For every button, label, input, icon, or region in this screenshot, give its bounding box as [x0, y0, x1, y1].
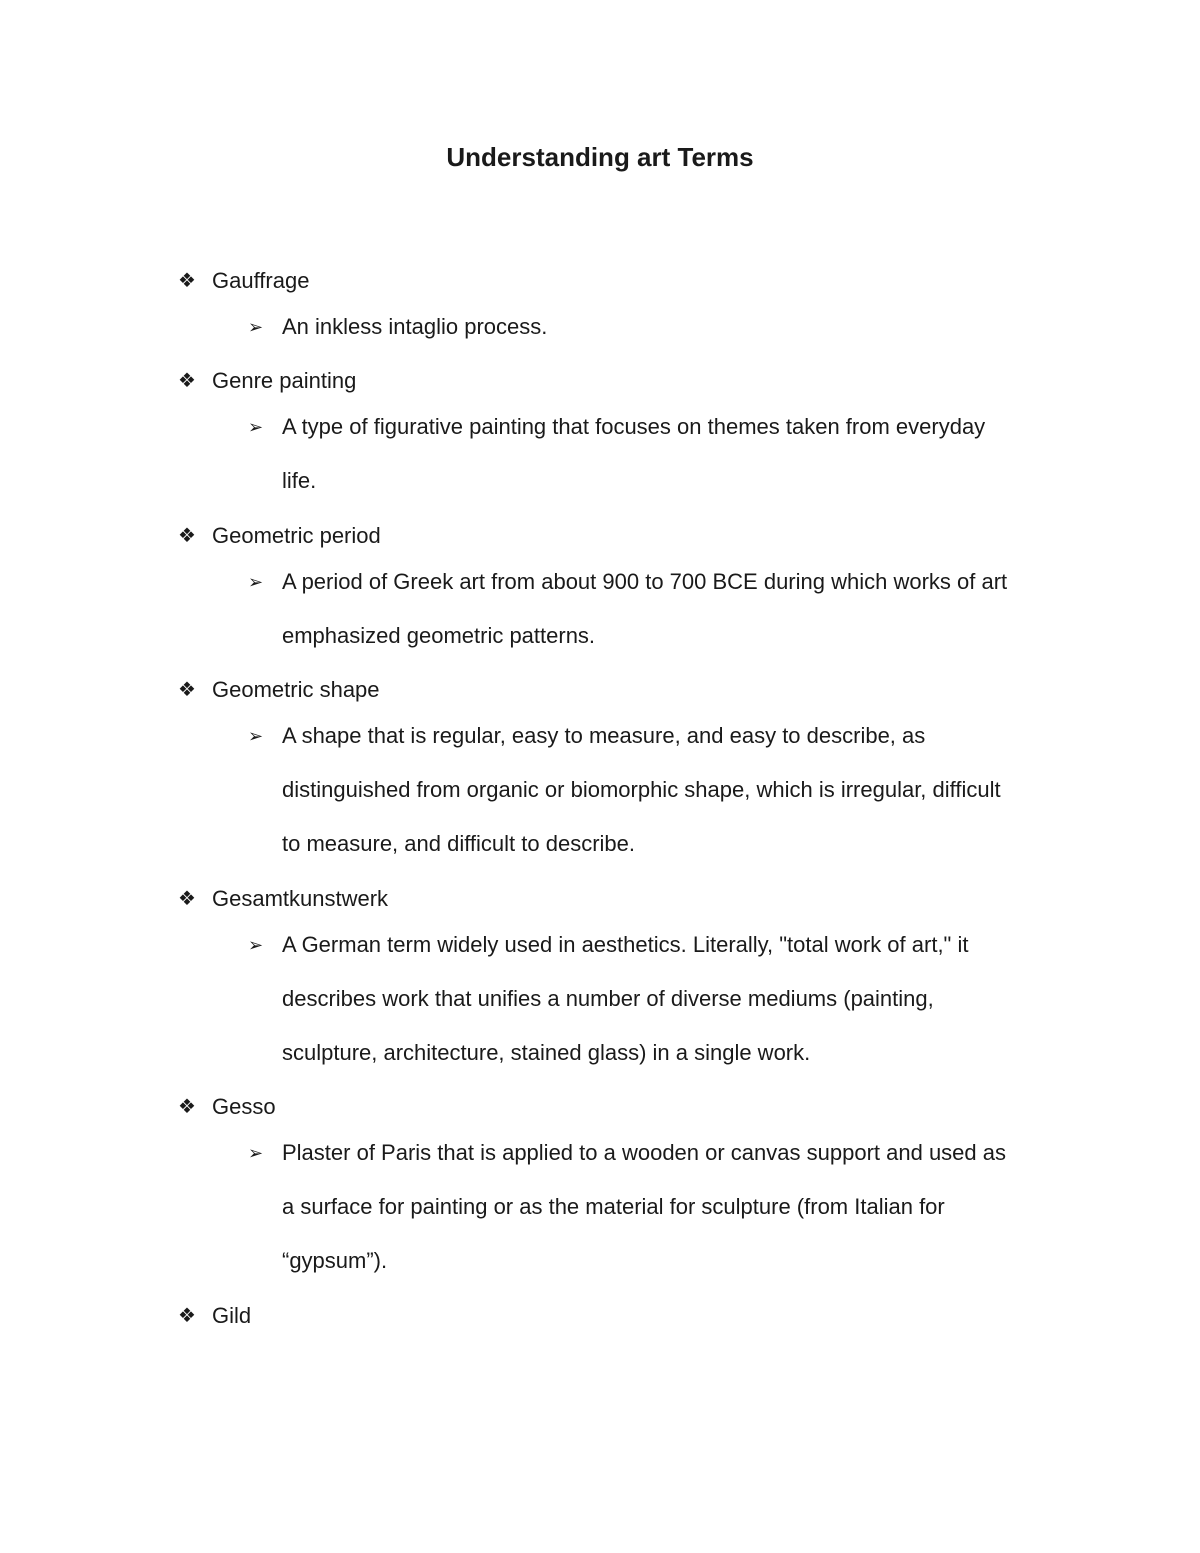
arrow-bullet-icon: ➢ [248, 725, 264, 746]
definition [178, 408, 1078, 516]
definition-line: Plaster of Paris that is applied to a wooden or canvas support and used as [282, 1140, 1006, 1166]
definition-line: describes work that unifies a number of diverse mediums (painting, [282, 985, 934, 1011]
definition-line: emphasized geometric patterns. [282, 622, 596, 648]
definition-line: An inkless intaglio process. [282, 314, 548, 339]
term-name: Geometric shape [212, 676, 380, 702]
definition-line: A shape that is regular, easy to measure, and easy to describe, as [282, 722, 926, 748]
arrow-bullet-icon: ➢ [248, 417, 264, 438]
term-item [178, 671, 1078, 880]
definition-line: life. [282, 468, 317, 494]
diamond-bullet-icon: ❖ [178, 524, 196, 547]
definition-line: distinguished from organic or biomorphic shape, which is irregular, difficult [282, 777, 1001, 803]
definition-text [282, 926, 1062, 1089]
definition-line: A type of figurative painting that focuses on themes taken from everyday [282, 414, 986, 440]
definition-line: A German term widely used in aesthetics. Literally, "total work of art," it [282, 931, 969, 957]
term-name: Gild [212, 1302, 252, 1328]
arrow-bullet-icon: ➢ [248, 934, 264, 955]
diamond-bullet-icon: ❖ [178, 1096, 196, 1119]
term-item [178, 262, 1078, 362]
diamond-bullet-icon: ❖ [178, 887, 196, 910]
definition-line: sculpture, architecture, stained glass) in a single work. [282, 1039, 811, 1065]
term-item [178, 880, 1078, 1089]
definition [178, 308, 1078, 362]
definition [178, 717, 1078, 880]
definition-line: “gypsum”). [282, 1248, 388, 1274]
term-item [178, 1297, 1078, 1351]
term-name: Gesso [212, 1094, 276, 1120]
term-item [178, 362, 1078, 516]
definition-line: A period of Greek art from about 900 to 700 BCE during which works of art [282, 568, 1008, 594]
page-title: Understanding art Terms [446, 142, 754, 172]
arrow-bullet-icon: ➢ [248, 317, 264, 337]
diamond-bullet-icon: ❖ [178, 678, 196, 701]
definition-text [282, 1134, 1062, 1297]
diamond-bullet-icon: ❖ [178, 370, 196, 393]
term-name: Gesamtkunstwerk [212, 885, 389, 911]
definition-text [282, 717, 1062, 880]
term-name: Genre painting [212, 368, 357, 394]
definition [178, 1134, 1078, 1297]
term-item [178, 517, 1078, 671]
definition-line: a surface for painting or as the material for sculpture (from Italian for [282, 1194, 945, 1220]
arrow-bullet-icon: ➢ [248, 571, 264, 592]
definition-text [282, 308, 1062, 362]
definition-text [282, 408, 1062, 516]
term-name: Geometric period [212, 522, 381, 548]
term-item [178, 1088, 1078, 1297]
definition-text [282, 563, 1062, 671]
definition-line: to measure, and difficult to describe. [282, 831, 636, 857]
arrow-bullet-icon: ➢ [248, 1143, 264, 1164]
term-row [178, 1297, 1078, 1351]
definition [178, 926, 1078, 1089]
term-name: Gauffrage [212, 268, 310, 293]
term-list [178, 262, 1078, 1351]
diamond-bullet-icon: ❖ [178, 1304, 196, 1327]
definition [178, 563, 1078, 671]
diamond-bullet-icon: ❖ [178, 270, 196, 292]
